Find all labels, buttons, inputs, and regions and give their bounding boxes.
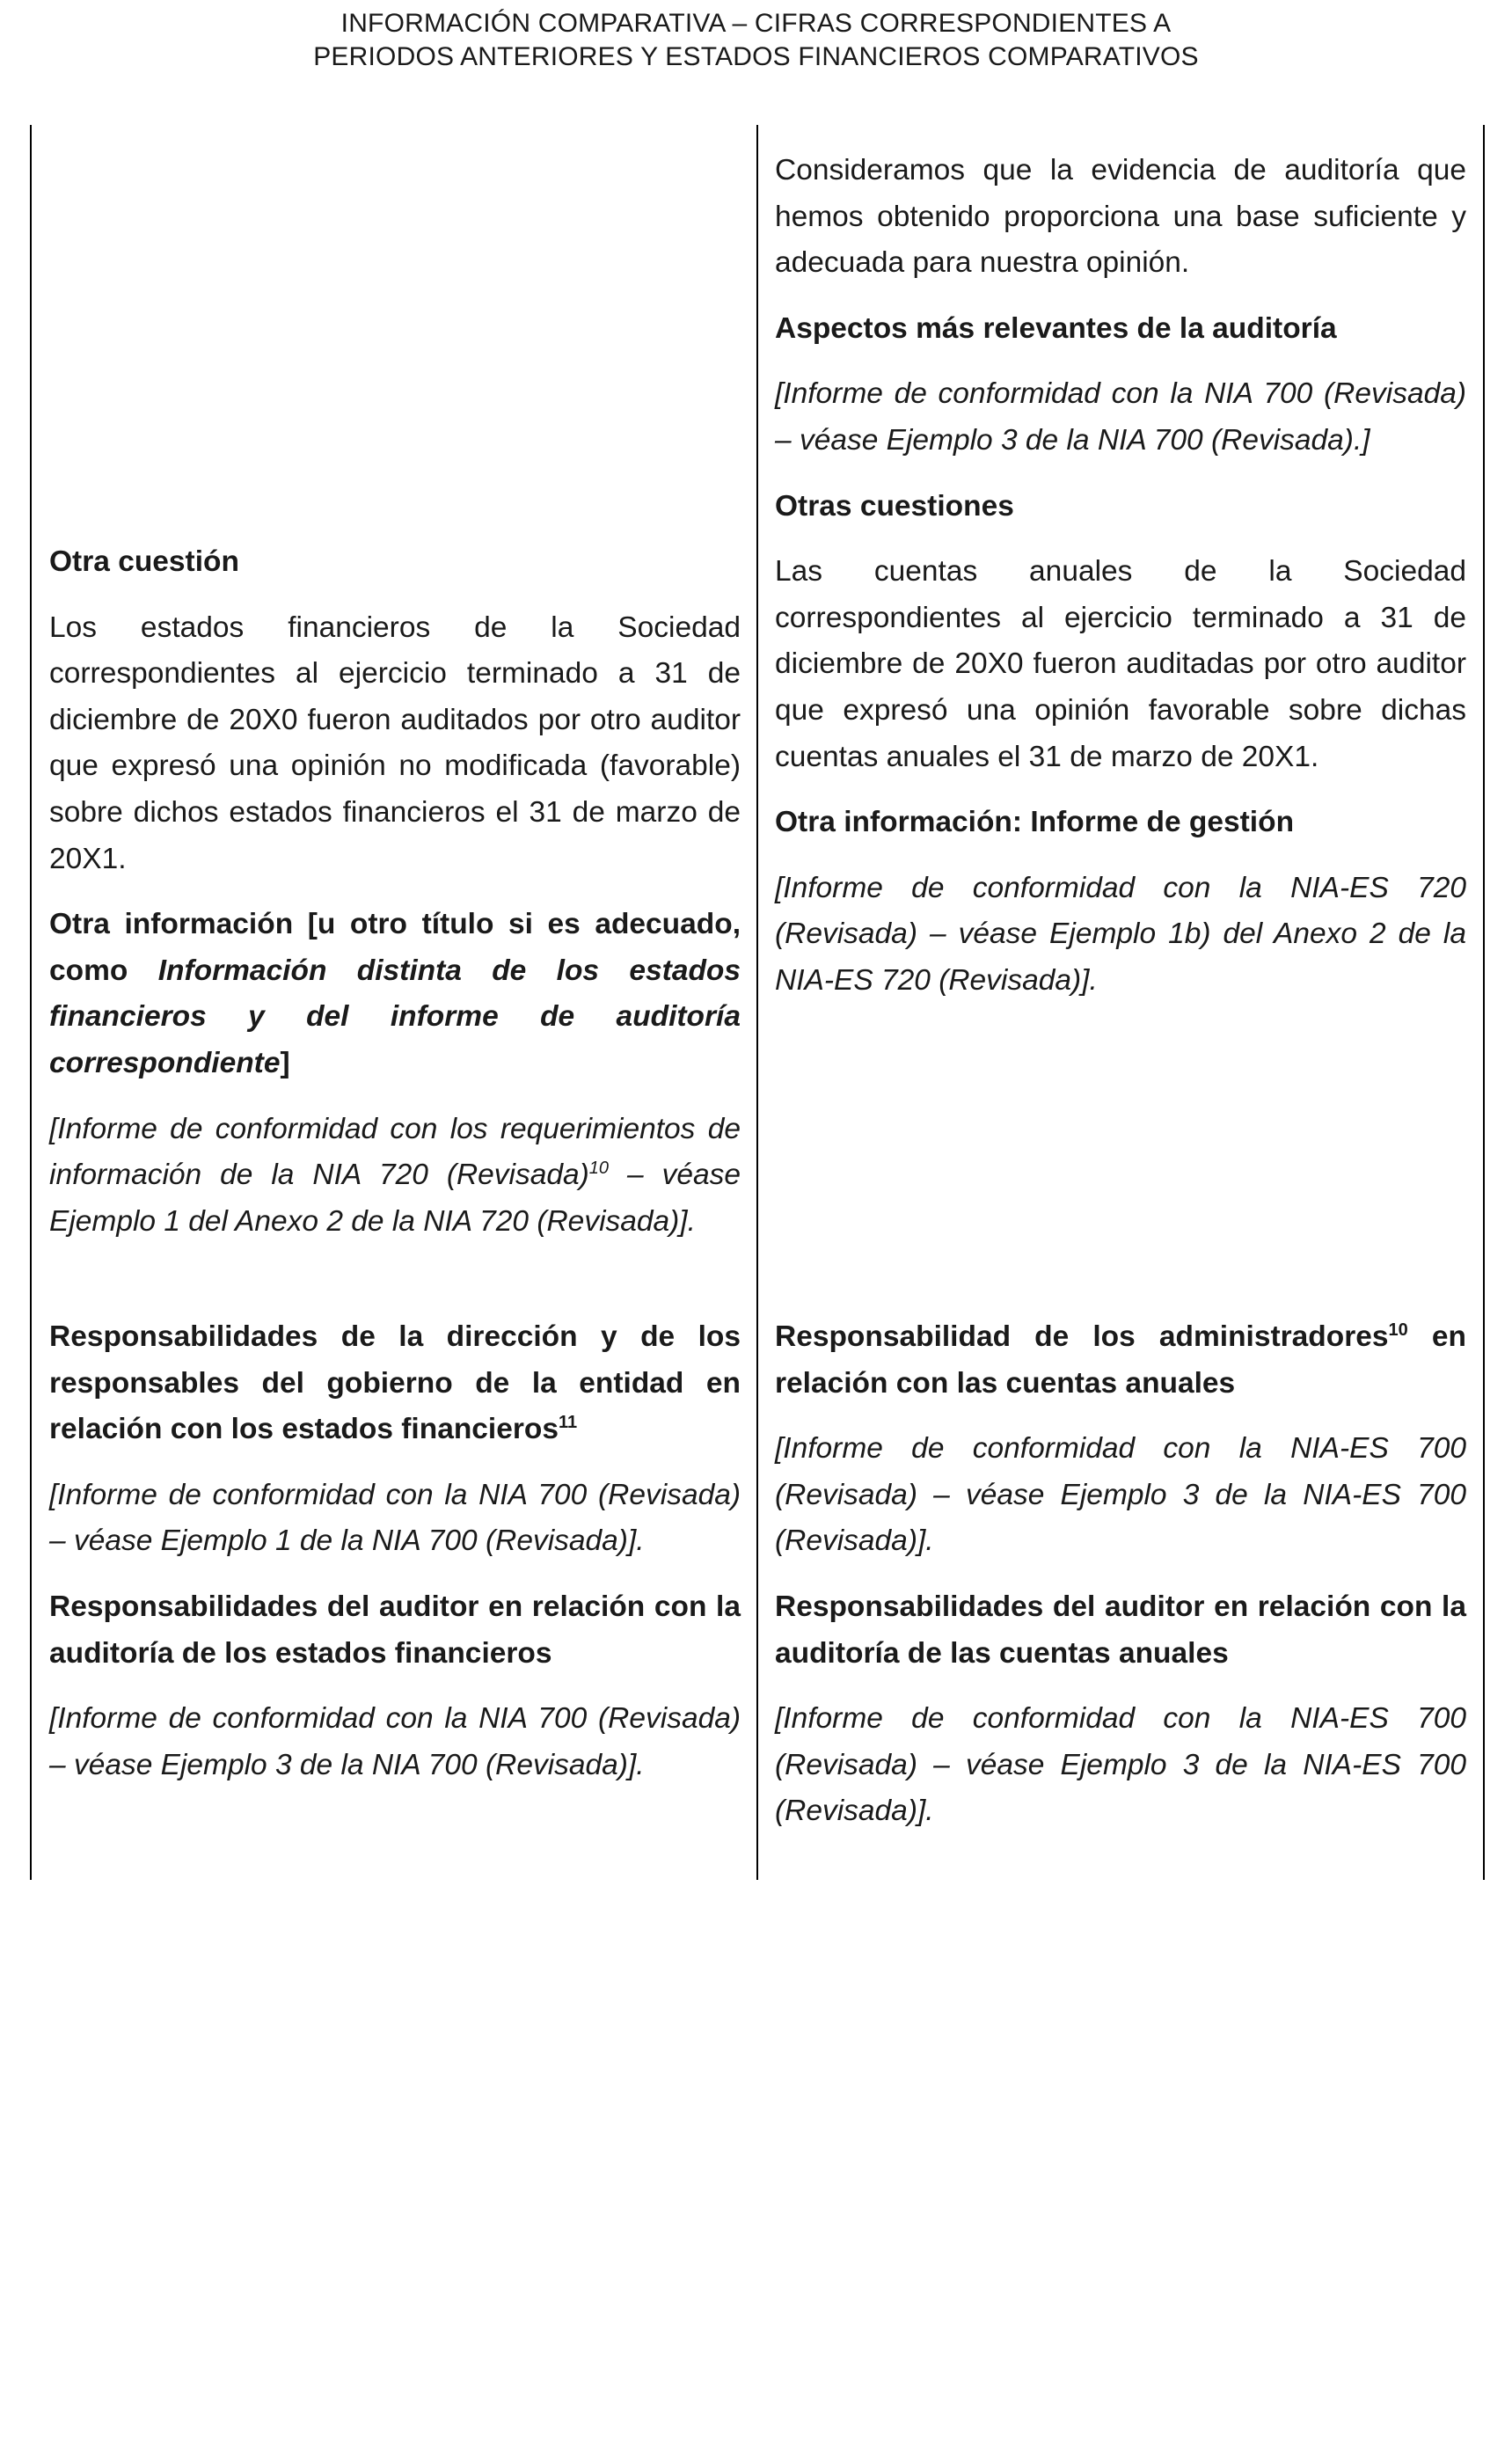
otras-cuestiones-paragraph: Las cuentas anuales de la Sociedad correspondientes al ejercicio terminado a 31 de diciembre de 20X0 fueron auditadas por otro auditor que expresó una opinión favorable sobre dichas cuentas anuales el 31 de marzo de 20X1. bbox=[775, 555, 1466, 773]
aspectos-paragraph: [Informe de conformidad con la NIA 700 (Revisada) – véase Ejemplo 3 de la NIA 700 (Revisada).] bbox=[775, 377, 1466, 457]
left-section-responsabilidades bbox=[49, 1314, 741, 1788]
resp-direccion-paragraph: [Informe de conformidad con la NIA 700 (Revisada) – véase Ejemplo 1 de la NIA 700 (Revisada)]. bbox=[49, 1478, 741, 1558]
otra-informacion-gestion-heading: Otra información: Informe de gestión bbox=[775, 806, 1295, 839]
resp-administradores-paragraph: [Informe de conformidad con la NIA-ES 700 (Revisada) – véase Ejemplo 3 de la NIA-ES 700 (Revisada)]. bbox=[775, 1432, 1466, 1558]
left-section-otra-cuestion bbox=[49, 539, 741, 1264]
otra-informacion-heading-part-3: ] bbox=[280, 1046, 290, 1079]
otra-cuestion-paragraph: Los estados financieros de la Sociedad correspondientes al ejercicio terminado a 31 de diciembre de 20X0 fueron auditados por otro auditor que expresó una opinión no modificada (favorable) sobre dichos estados financieros el 31 de marzo de 20X1. bbox=[49, 610, 741, 875]
evidencia-paragraph: Consideramos que la evidencia de auditoría que hemos obtenido proporciona una base suficiente y adecuada para nuestra opinión. bbox=[775, 154, 1466, 280]
otra-informacion-heading bbox=[49, 902, 741, 1086]
resp-direccion-heading bbox=[49, 1314, 741, 1453]
footnote-ref-11: 11 bbox=[559, 1413, 578, 1433]
resp-direccion-heading-text: Responsabilidades de la dirección y de los responsables del gobierno de la entidad en relación con los estados financieros bbox=[49, 1320, 741, 1446]
resp-auditor-heading-right: Responsabilidades del auditor en relación con la auditoría de las cuentas anuales bbox=[775, 1590, 1466, 1670]
footnote-ref-10-left: 10 bbox=[588, 1158, 610, 1178]
page-header bbox=[0, 7, 1512, 74]
otra-informacion-text-part-2: – véase Ejemplo 1 del Anexo 2 de la NIA 720 (Revisada)]. bbox=[49, 1159, 741, 1238]
otra-informacion-heading-part-1: Otra información [u otro título si es adecuado, como bbox=[49, 908, 741, 987]
header-line-2: PERIODOS ANTERIORES Y ESTADOS FINANCIEROS COMPARATIVOS bbox=[313, 42, 1199, 71]
footnote-ref-10-right: 10 bbox=[1388, 1320, 1408, 1340]
table-border-middle bbox=[756, 125, 758, 1880]
resp-administradores-heading-part-2: en relación con las cuentas anuales bbox=[775, 1320, 1467, 1400]
otra-informacion-paragraph bbox=[49, 1107, 741, 1246]
resp-auditor-paragraph-left: [Informe de conformidad con la NIA 700 (Revisada) – véase Ejemplo 3 de la NIA 700 (Revisada)]. bbox=[49, 1702, 741, 1781]
table-border-left bbox=[30, 125, 32, 1880]
resp-administradores-heading bbox=[775, 1314, 1466, 1407]
otra-cuestion-heading: Otra cuestión bbox=[49, 545, 239, 578]
table-border-right bbox=[1483, 125, 1485, 1880]
otra-informacion-text-part-1: [Informe de conformidad con los requerimientos de información de la NIA 720 (Revisada) bbox=[49, 1112, 741, 1192]
right-section-top bbox=[775, 148, 1466, 1005]
otra-informacion-heading-part-2: Información distinta de los estados financieros y del informe de auditoría correspondiente bbox=[49, 954, 741, 1079]
header-line-1: INFORMACIÓN COMPARATIVA – CIFRAS CORRESPONDIENTES A bbox=[340, 9, 1172, 38]
resp-administradores-heading-part-1: Responsabilidad de los administradores bbox=[775, 1320, 1389, 1353]
aspectos-heading: Aspectos más relevantes de la auditoría bbox=[775, 311, 1337, 345]
otras-cuestiones-heading: Otras cuestiones bbox=[775, 489, 1014, 523]
right-section-responsabilidades bbox=[775, 1314, 1466, 1835]
resp-auditor-heading-left: Responsabilidades del auditor en relación con la auditoría de los estados financieros bbox=[49, 1590, 741, 1670]
resp-auditor-paragraph-right: [Informe de conformidad con la NIA-ES 700 (Revisada) – véase Ejemplo 3 de la NIA-ES 700 (Revisada)]. bbox=[775, 1702, 1466, 1828]
otra-informacion-gestion-paragraph: [Informe de conformidad con la NIA-ES 720 (Revisada) – véase Ejemplo 1b) del Anexo 2 de la NIA-ES 720 (Revisada)]. bbox=[775, 871, 1466, 997]
